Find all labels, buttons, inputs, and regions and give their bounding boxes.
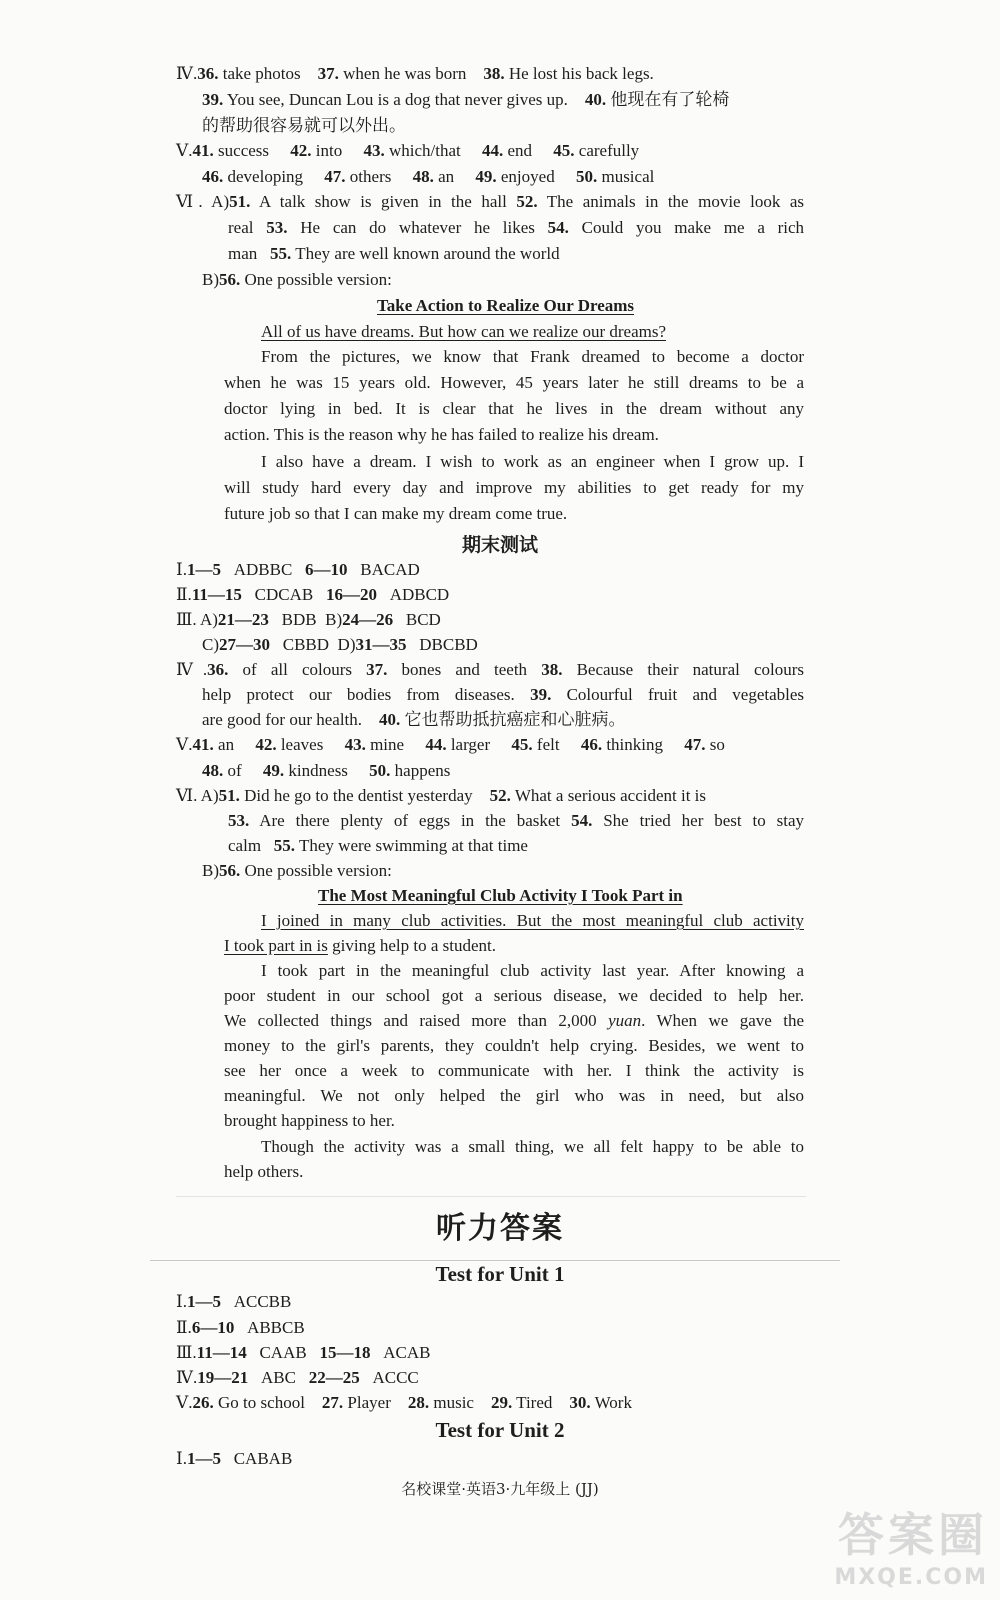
- essay2-p3-l2: help others.: [224, 1162, 304, 1181]
- essay2-p1-l2: I took part in is giving help to a student.: [224, 936, 496, 955]
- final-ii: Ⅱ.11—15 CDCAB 16—20 ADBCD: [176, 585, 450, 604]
- essay2-p1-l1: I joined in many club activities. But the most meaningful club activity: [261, 911, 804, 930]
- essay1-p2-l3: doctor lying in bed. It is clear that he lives in the dream without any: [224, 399, 804, 418]
- essay1-p3-l2: will study hard every day and improve my abilities to get ready for my: [224, 478, 804, 497]
- answer-40-cont: 的帮助很容易就可以外出。: [202, 116, 406, 135]
- section-vi-b: B)56. One possible version:: [202, 270, 392, 289]
- final-vi-row1: Ⅵ. A)51. Did he go to the dentist yesterday 52. What a serious accident it is: [176, 786, 707, 805]
- u1-iii: Ⅲ.11—14 CAAB 15—18 ACAB: [176, 1343, 431, 1362]
- final-iii-ab: Ⅲ. A)21—23 BDB B)24—26 BCD: [176, 610, 441, 629]
- u1-ii: Ⅱ.6—10 ABBCB: [176, 1318, 305, 1337]
- essay1-p2-l2: when he was 15 years old. However, 45 years later he still dreams to be a: [224, 373, 804, 392]
- final-iii-cd: C)27—30 CBBD D)31—35 DBCBD: [202, 635, 478, 654]
- final-v-row1: Ⅴ.41. an 42. leaves 43. mine 44. larger 45. felt 46. thinking 47. so: [176, 735, 725, 754]
- u1-i: Ⅰ.1—5 ACCBB: [176, 1292, 292, 1311]
- u2-i: Ⅰ.1—5 CABAB: [176, 1449, 293, 1468]
- essay2-p2-l6: meaningful. We not only helped the girl who was in need, but also: [224, 1086, 804, 1105]
- essay2-p2-l7: brought happiness to her.: [224, 1111, 395, 1130]
- essay2-p2-l5: see her once a week to communicate with her. I think the activity is: [224, 1061, 804, 1080]
- essay-title-1: Take Action to Realize Our Dreams: [377, 296, 635, 315]
- final-test-heading: 期末测试: [461, 534, 538, 556]
- final-vi-row2: 53. Are there plenty of eggs in the basket 54. She tried her best to stay: [228, 811, 805, 830]
- essay1-p2-l1: From the pictures, we know that Frank dreamed to become a doctor: [261, 347, 804, 366]
- essay1-p3-l1: I also have a dream. I wish to work as an engineer when I grow up. I: [261, 452, 804, 471]
- essay-title-2: The Most Meaningful Club Activity I Took Part in: [318, 886, 683, 905]
- u1-v: Ⅴ.26. Go to school 27. Player 28. music 29. Tired 30. Work: [176, 1393, 632, 1412]
- essay2-p2-l4: money to the girl's parents, they couldn't help crying. Besides, we went to: [224, 1036, 804, 1055]
- unit2-title: Test for Unit 2: [435, 1418, 565, 1442]
- final-v-row2: 48. of 49. kindness 50. happens: [202, 761, 451, 780]
- u1-iv: Ⅳ.19—21 ABC 22—25 ACCC: [176, 1368, 419, 1387]
- section-v-row1: Ⅴ.41. success 42. into 43. which/that 44. end 45. carefully: [176, 141, 640, 160]
- section-iv: Ⅳ.36. take photos 37. when he was born 38. He lost his back legs.: [176, 64, 654, 83]
- unit1-title: Test for Unit 1: [435, 1262, 565, 1286]
- essay2-p2-l1: I took part in the meaningful club activity last year. After knowing a: [261, 961, 804, 980]
- final-i: Ⅰ.1—5 ADBBC 6—10 BACAD: [176, 560, 420, 579]
- final-vi-b: B)56. One possible version:: [202, 861, 392, 880]
- final-iv-row2: help protect our bodies from diseases. 39. Colourful fruit and vegetables: [202, 685, 805, 704]
- section-v-row2: 46. developing 47. others 48. an 49. enjoyed 50. musical: [202, 167, 655, 186]
- final-vi-row3: calm 55. They were swimming at that time: [228, 836, 528, 855]
- essay2-p2-l2: poor student in our school got a serious disease, we decided to help her.: [224, 986, 804, 1005]
- listening-heading: 听力答案: [436, 1211, 564, 1246]
- section-vi-row2: real 53. He can do whatever he likes 54. Could you make me a rich: [228, 218, 805, 237]
- watermark-logo: 答案圈 MXQE.COM: [834, 1508, 988, 1590]
- essay1-p3-l3: future job so that I can make my dream come true.: [224, 504, 568, 523]
- answer-39-40: 39. You see, Duncan Lou is a dog that never gives up. 40. 他现在有了轮椅: [202, 90, 730, 109]
- essay2-p3-l1: Though the activity was a small thing, we all felt happy to be able to: [261, 1137, 804, 1156]
- essay1-p1: All of us have dreams. But how can we realize our dreams?: [261, 322, 667, 341]
- final-iv-row3: are good for our health. 40. 它也帮助抵抗癌症和心脏病。: [202, 710, 626, 729]
- section-vi-row3: man 55. They are well known around the world: [228, 244, 560, 263]
- essay1-p2-l4: action. This is the reason why he has failed to realize his dream.: [224, 425, 659, 444]
- divider-listening: [150, 1260, 840, 1261]
- essay2-p2-l3: We collected things and raised more than 2,000 yuan. When we gave the: [224, 1011, 804, 1030]
- divider-top: [176, 1196, 806, 1197]
- section-vi-row1: Ⅵ. A)51. A talk show is given in the hall 52. The animals in the movie look as: [176, 192, 804, 211]
- page-footer: 名校课堂·英语3·九年级上 (JJ): [401, 1480, 599, 1498]
- final-iv-row1: Ⅳ.36. of all colours 37. bones and teeth 38. Because their natural colours: [176, 660, 805, 679]
